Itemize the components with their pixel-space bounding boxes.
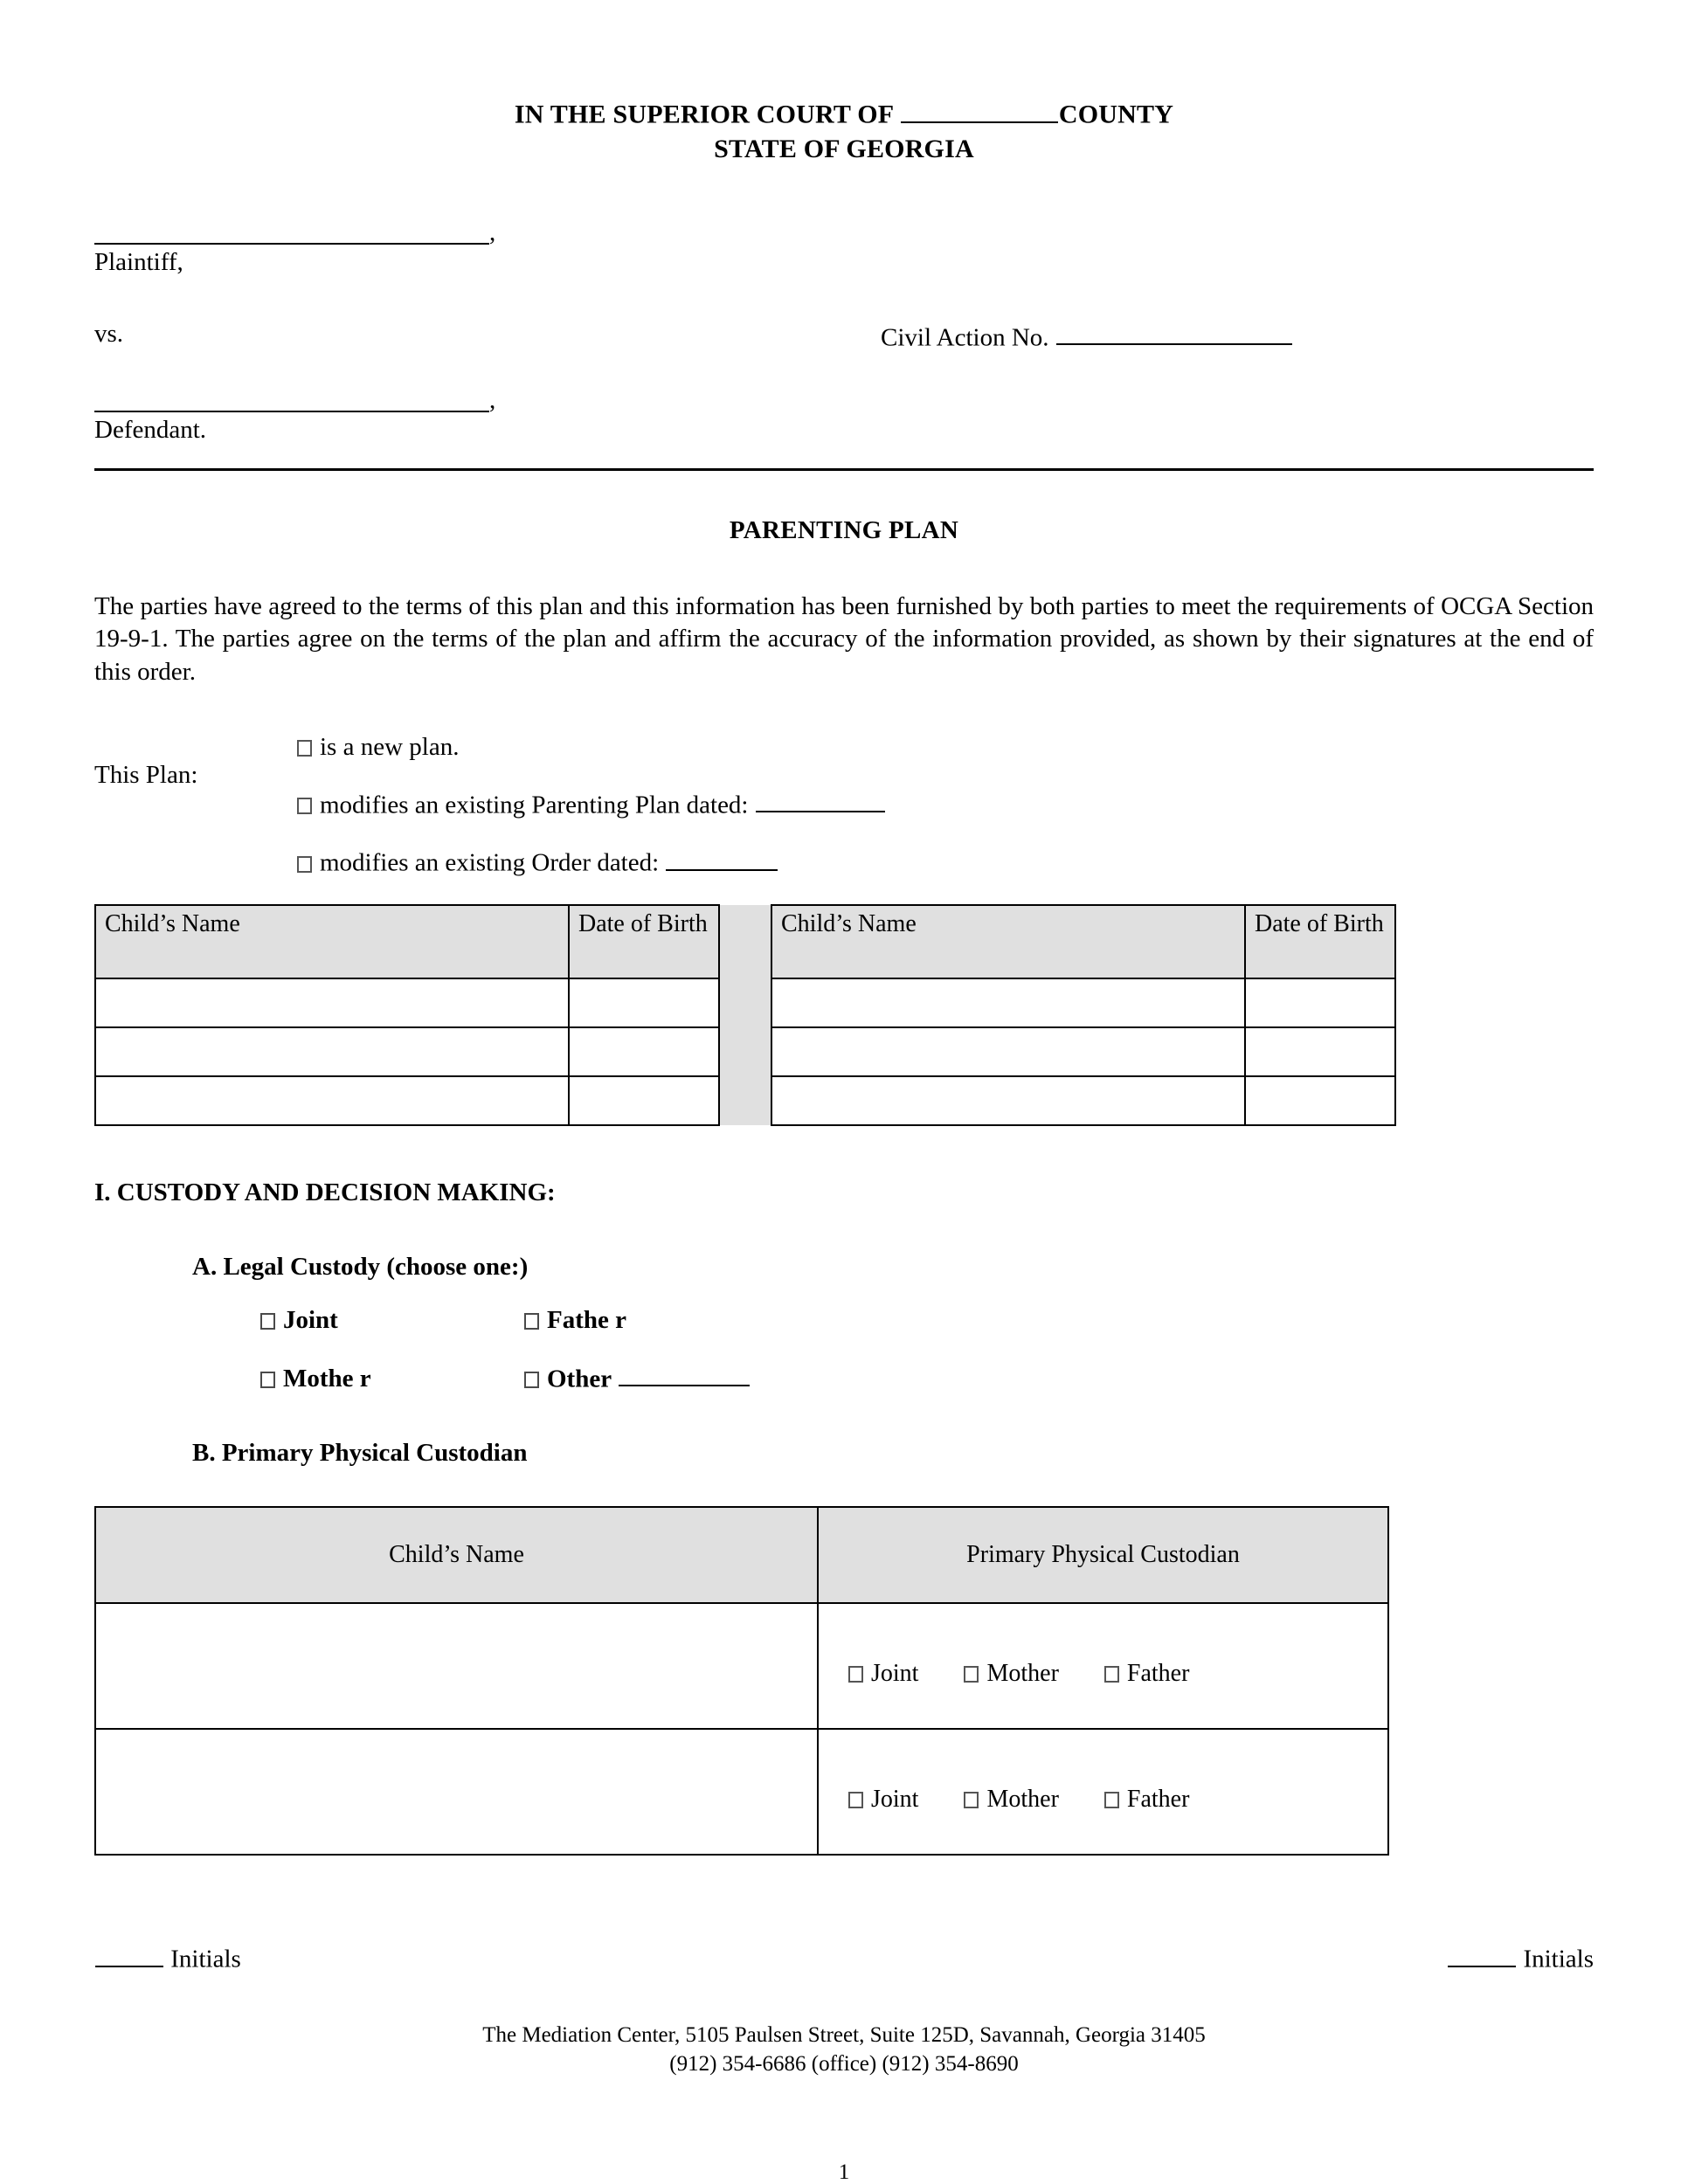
case-caption-block xyxy=(94,218,1594,458)
plan-option-modifies-order-label: modifies an existing Order dated: xyxy=(320,848,666,877)
caption-divider-rule xyxy=(94,468,1594,471)
civil-action-number xyxy=(881,318,1293,353)
cell-custodian-child-name-1[interactable] xyxy=(95,1603,818,1729)
legal-custody-option-mother-label: Mothe r xyxy=(283,1365,371,1393)
legal-custody-option-mother[interactable] xyxy=(260,1365,524,1393)
county-blank-field[interactable] xyxy=(901,94,1058,123)
table-middle-spacer xyxy=(719,1027,771,1076)
court-header-line1-after: COUNTY xyxy=(1058,100,1174,129)
initials-right-blank[interactable] xyxy=(1448,1939,1516,1967)
primary-physical-custodian-table xyxy=(94,1506,1389,1856)
custodian-choice-father-1-label: Father xyxy=(1126,1660,1190,1688)
cell-dob-left-1[interactable] xyxy=(569,978,719,1027)
children-table xyxy=(94,904,1396,1126)
table-header-row xyxy=(95,1507,1388,1603)
section-i-b-heading: B. Primary Physical Custodian xyxy=(192,1439,528,1468)
page-number: 1 xyxy=(838,2160,850,2184)
plaintiff-block xyxy=(94,218,505,276)
checkbox-icon-custodian-mother-1[interactable] xyxy=(964,1666,979,1683)
checkbox-icon-legal-mother[interactable] xyxy=(260,1372,275,1388)
legal-custody-option-other-label: Other xyxy=(547,1365,618,1393)
this-plan-options xyxy=(297,733,886,878)
custodian-choice-father-1[interactable] xyxy=(1104,1660,1190,1688)
legal-custody-row-1 xyxy=(260,1306,1594,1335)
table-row xyxy=(95,1076,1395,1125)
plaintiff-name-blank[interactable] xyxy=(94,243,489,245)
section-i-heading: I. CUSTODY AND DECISION MAKING: xyxy=(94,1178,556,1206)
plan-option-modifies-parenting-plan-label: modifies an existing Parenting Plan dated: xyxy=(320,791,755,819)
custodian-choice-joint-1-label: Joint xyxy=(871,1660,919,1688)
checkbox-icon-new-plan[interactable] xyxy=(297,740,312,757)
plaintiff-label: Plaintiff, xyxy=(94,247,183,276)
header-primary-physical-custodian: Primary Physical Custodian xyxy=(818,1507,1388,1603)
custodian-table-wrapper xyxy=(94,1506,1594,1856)
header-date-of-birth-left: Date of Birth xyxy=(569,905,719,978)
table-middle-spacer xyxy=(719,978,771,1027)
cell-custodian-child-name-2[interactable] xyxy=(95,1729,818,1855)
legal-custody-option-joint[interactable] xyxy=(260,1306,524,1335)
children-table-wrapper xyxy=(94,904,1594,1126)
cell-dob-right-3[interactable] xyxy=(1245,1076,1395,1125)
cell-child-name-left-2[interactable] xyxy=(95,1027,569,1076)
checkbox-icon-custodian-father-1[interactable] xyxy=(1104,1666,1119,1683)
legal-custody-option-father[interactable] xyxy=(524,1306,626,1335)
this-plan-label: This Plan: xyxy=(94,760,198,789)
custodian-choice-mother-1-label: Mother xyxy=(986,1660,1059,1688)
page-title: PARENTING PLAN xyxy=(729,515,959,544)
header-child-name-right: Child’s Name xyxy=(771,905,1245,978)
plan-option-modifies-order[interactable] xyxy=(297,843,886,878)
table-header-row xyxy=(95,905,1395,978)
table-row xyxy=(95,1603,1388,1729)
custodian-choice-father-2[interactable] xyxy=(1104,1786,1190,1814)
checkbox-icon-modifies-order[interactable] xyxy=(297,856,312,873)
legal-custody-option-father-label: Fathe r xyxy=(547,1305,626,1334)
custodian-choice-mother-1[interactable] xyxy=(964,1660,1058,1688)
custodian-choice-joint-1[interactable] xyxy=(848,1660,918,1688)
civil-action-label: Civil Action No. xyxy=(881,323,1055,352)
legal-custody-other-blank[interactable] xyxy=(619,1359,750,1387)
plan-option-new[interactable] xyxy=(297,733,886,762)
plan-option-modifies-parenting-plan[interactable] xyxy=(297,785,886,820)
checkbox-icon-modifies-parenting-plan[interactable] xyxy=(297,798,312,814)
cell-dob-left-3[interactable] xyxy=(569,1076,719,1125)
header-child-name-left: Child’s Name xyxy=(95,905,569,978)
legal-custody-options xyxy=(260,1306,1594,1394)
plan-option-new-label: is a new plan. xyxy=(320,732,460,761)
plaintiff-comma: , xyxy=(489,218,496,246)
footer-phone: (912) 354-6686 (office) (912) 354-8690 xyxy=(669,2051,1019,2076)
initials-left-blank[interactable] xyxy=(95,1939,163,1967)
custodian-choice-joint-2-label: Joint xyxy=(871,1786,919,1814)
checkbox-icon-custodian-joint-1[interactable] xyxy=(848,1666,863,1683)
table-middle-spacer xyxy=(719,1076,771,1125)
defendant-comma: , xyxy=(489,385,496,414)
table-middle-spacer xyxy=(719,905,771,978)
checkbox-icon-legal-joint[interactable] xyxy=(260,1313,275,1330)
custodian-choice-joint-2[interactable] xyxy=(848,1786,918,1814)
checkbox-icon-legal-father[interactable] xyxy=(524,1313,539,1330)
table-row xyxy=(95,1027,1395,1076)
order-date-blank[interactable] xyxy=(666,843,778,871)
initials-right-label: Initials xyxy=(1523,1945,1594,1973)
this-plan-section xyxy=(94,732,1594,877)
initials-right xyxy=(1447,1939,1594,1974)
page-content xyxy=(94,0,1594,2184)
parenting-plan-date-blank[interactable] xyxy=(756,785,885,813)
defendant-name-blank[interactable] xyxy=(94,411,489,412)
custodian-choice-mother-2-label: Mother xyxy=(986,1786,1059,1814)
versus-label: vs. xyxy=(94,319,124,348)
legal-custody-option-joint-label: Joint xyxy=(283,1305,338,1334)
cell-child-name-right-3[interactable] xyxy=(771,1076,1245,1125)
court-header-line1-before: IN THE SUPERIOR COURT OF xyxy=(514,100,900,129)
checkbox-icon-legal-other[interactable] xyxy=(524,1372,539,1388)
cell-dob-right-2[interactable] xyxy=(1245,1027,1395,1076)
table-row xyxy=(95,978,1395,1027)
initials-left xyxy=(94,1939,241,1974)
footer-contact-info xyxy=(94,2022,1594,2078)
header-custodian-child-name: Child’s Name xyxy=(95,1507,818,1603)
cell-custodian-choices-2 xyxy=(818,1729,1388,1855)
initials-left-label: Initials xyxy=(170,1945,241,1973)
checkbox-icon-custodian-joint-2[interactable] xyxy=(848,1792,863,1808)
header-date-of-birth-right: Date of Birth xyxy=(1245,905,1395,978)
cell-custodian-choices-1 xyxy=(818,1603,1388,1729)
custodian-choice-mother-2[interactable] xyxy=(964,1786,1058,1814)
initials-row xyxy=(94,1939,1594,1981)
checkbox-icon-custodian-mother-2[interactable] xyxy=(964,1792,979,1808)
legal-custody-row-2 xyxy=(260,1359,1594,1394)
defendant-label: Defendant. xyxy=(94,415,207,444)
section-i-a-heading: A. Legal Custody (choose one:) xyxy=(192,1252,529,1281)
cell-dob-right-1[interactable] xyxy=(1245,978,1395,1027)
civil-action-number-blank[interactable] xyxy=(1056,318,1292,346)
cell-child-name-left-3[interactable] xyxy=(95,1076,569,1125)
cell-dob-left-2[interactable] xyxy=(569,1027,719,1076)
table-row xyxy=(95,1729,1388,1855)
cell-child-name-left-1[interactable] xyxy=(95,978,569,1027)
checkbox-icon-custodian-father-2[interactable] xyxy=(1104,1792,1119,1808)
cell-child-name-right-2[interactable] xyxy=(771,1027,1245,1076)
court-header xyxy=(94,0,1594,166)
intro-paragraph: The parties have agreed to the terms of this plan and this information has been furnished by both parties to meet the requirements of OCGA Section 19-9-1. The parties agree on the terms of the plan and affirm the accuracy of the information provided, as shown by their signatures at the end of this order. xyxy=(94,591,1594,686)
defendant-block xyxy=(94,385,505,444)
custodian-choice-father-2-label: Father xyxy=(1126,1786,1190,1814)
cell-child-name-right-1[interactable] xyxy=(771,978,1245,1027)
court-header-line2: STATE OF GEORGIA xyxy=(714,134,974,163)
legal-custody-option-other[interactable] xyxy=(524,1359,751,1394)
footer-address: The Mediation Center, 5105 Paulsen Street, Suite 125D, Savannah, Georgia 31405 xyxy=(482,2023,1206,2048)
